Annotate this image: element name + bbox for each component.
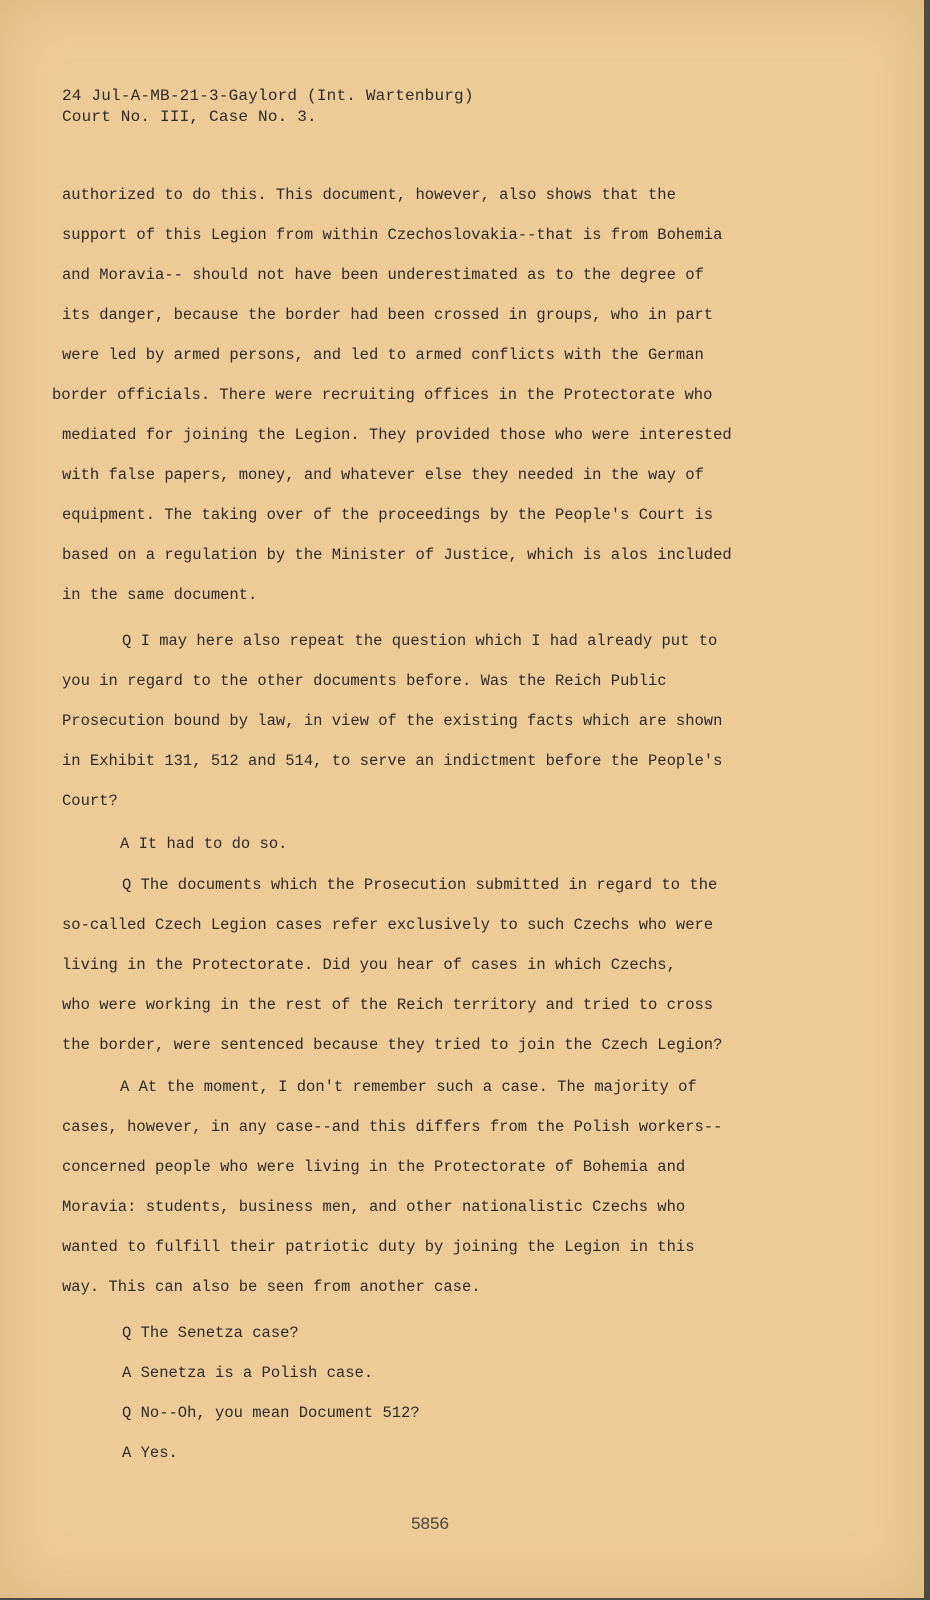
text-line: so-called Czech Legion cases refer exclusively to such Czechs who were xyxy=(62,916,714,934)
text-line: in Exhibit 131, 512 and 514, to serve an indictment before the People's xyxy=(62,752,723,770)
text-line: authorized to do this. This document, however, also shows that the xyxy=(62,186,676,204)
header-line-1: 24 Jul-A-MB-21-3-Gaylord (Int. Wartenburg) xyxy=(62,87,474,105)
text-line: wanted to fulfill their patriotic duty by joining the Legion in this xyxy=(62,1238,695,1256)
question-line: Q The documents which the Prosecution submitted in regard to the xyxy=(122,876,718,894)
document-header xyxy=(62,86,474,128)
text-line: its danger, because the border had been crossed in groups, who in part xyxy=(62,306,714,324)
text-line: in the same document. xyxy=(62,586,258,604)
question-line: Q I may here also repeat the question which I had already put to xyxy=(122,632,718,650)
text-line: mediated for joining the Legion. They provided those who were interested xyxy=(62,426,732,444)
text-line: cases, however, in any case--and this differs from the Polish workers-- xyxy=(62,1118,723,1136)
text-line: concerned people who were living in the Protectorate of Bohemia and xyxy=(62,1158,686,1176)
text-line: living in the Protectorate. Did you hear of cases in which Czechs, xyxy=(62,956,676,974)
text-line: equipment. The taking over of the proceedings by the People's Court is xyxy=(62,506,714,524)
text-line: Prosecution bound by law, in view of the existing facts which are shown xyxy=(62,712,723,730)
text-line: support of this Legion from within Czechoslovakia--that is from Bohemia xyxy=(62,226,723,244)
text-line: were led by armed persons, and led to armed conflicts with the German xyxy=(62,346,704,364)
text-line: way. This can also be seen from another case. xyxy=(62,1278,481,1296)
question-line: Q The Senetza case? xyxy=(122,1324,299,1342)
page-number: 5856 xyxy=(411,1514,449,1533)
answer-line: A Yes. xyxy=(122,1444,178,1462)
answer-line: A It had to do so. xyxy=(120,835,288,853)
text-line: and Moravia-- should not have been underestimated as to the degree of xyxy=(62,266,704,284)
text-line: with false papers, money, and whatever else they needed in the way of xyxy=(62,466,704,484)
answer-line: A Senetza is a Polish case. xyxy=(122,1364,374,1382)
text-line: Moravia: students, business men, and other nationalistic Czechs who xyxy=(62,1198,686,1216)
header-line-2: Court No. III, Case No. 3. xyxy=(62,108,317,126)
text-line: based on a regulation by the Minister of Justice, which is alos included xyxy=(62,546,732,564)
text-line: border officials. There were recruiting offices in the Protectorate who xyxy=(52,386,713,404)
answer-line: A At the moment, I don't remember such a case. The majority of xyxy=(120,1078,697,1096)
text-line: Court? xyxy=(62,792,118,810)
question-line: Q No--Oh, you mean Document 512? xyxy=(122,1404,420,1422)
text-line: you in regard to the other documents before. Was the Reich Public xyxy=(62,672,667,690)
text-line: who were working in the rest of the Reich territory and tried to cross xyxy=(62,996,714,1014)
text-line: the border, were sentenced because they tried to join the Czech Legion? xyxy=(62,1036,723,1054)
